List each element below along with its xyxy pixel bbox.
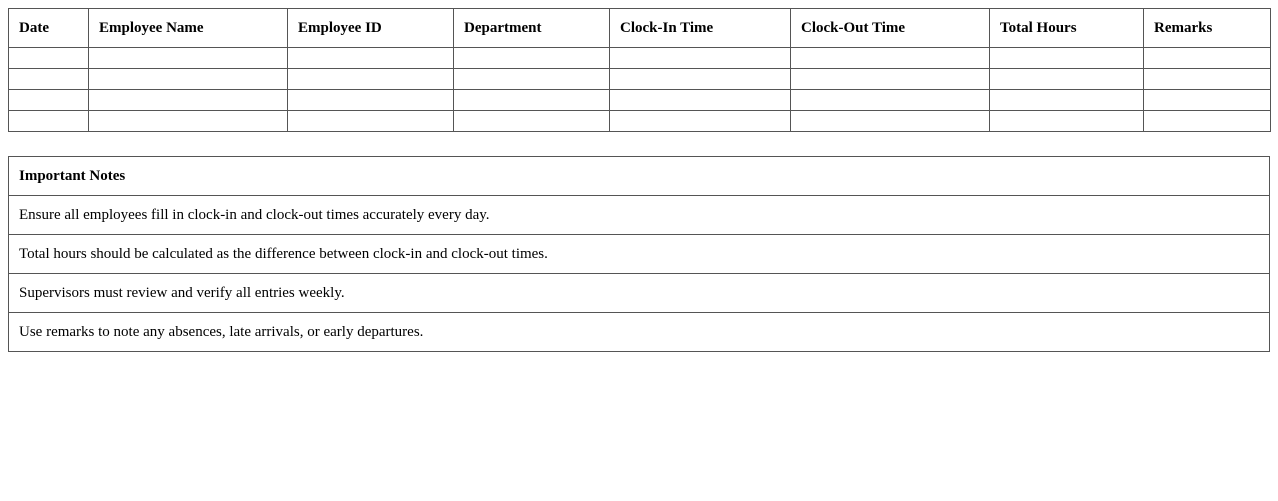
total-hours-cell[interactable] — [990, 69, 1144, 90]
table-row — [9, 111, 1271, 132]
total-hours-cell[interactable] — [990, 111, 1144, 132]
clock-in-time-cell[interactable] — [610, 69, 791, 90]
employee-id-cell[interactable] — [288, 48, 454, 69]
remarks-cell[interactable] — [1144, 69, 1271, 90]
department-cell[interactable] — [454, 48, 610, 69]
column-header-total-hours: Total Hours — [990, 9, 1144, 48]
clock-in-time-cell[interactable] — [610, 90, 791, 111]
employee-id-cell[interactable] — [288, 90, 454, 111]
remarks-cell[interactable] — [1144, 111, 1271, 132]
column-header-department: Department — [454, 9, 610, 48]
department-cell[interactable] — [454, 90, 610, 111]
date-cell[interactable] — [9, 90, 89, 111]
note-row — [9, 196, 1270, 235]
table-row — [9, 90, 1271, 111]
clock-out-time-cell[interactable] — [791, 48, 990, 69]
column-header-date: Date — [9, 9, 89, 48]
employee-name-cell[interactable] — [89, 69, 288, 90]
clock-in-time-cell[interactable] — [610, 48, 791, 69]
date-cell[interactable] — [9, 48, 89, 69]
clock-out-time-cell[interactable] — [791, 111, 990, 132]
column-header-clock-out-time: Clock-Out Time — [791, 9, 990, 48]
total-hours-cell[interactable] — [990, 90, 1144, 111]
note-item: Use remarks to note any absences, late arrivals, or early departures. — [9, 313, 1270, 352]
table-row — [9, 69, 1271, 90]
column-header-employee-name: Employee Name — [89, 9, 288, 48]
header-row — [9, 9, 1271, 48]
department-cell[interactable] — [454, 69, 610, 90]
remarks-cell[interactable] — [1144, 48, 1271, 69]
attendance-log-table — [8, 8, 1271, 132]
date-cell[interactable] — [9, 111, 89, 132]
notes-header-row — [9, 157, 1270, 196]
notes-title: Important Notes — [9, 157, 1270, 196]
note-item: Ensure all employees fill in clock-in and clock-out times accurately every day. — [9, 196, 1270, 235]
clock-out-time-cell[interactable] — [791, 69, 990, 90]
note-item: Supervisors must review and verify all entries weekly. — [9, 274, 1270, 313]
employee-id-cell[interactable] — [288, 111, 454, 132]
note-row — [9, 313, 1270, 352]
note-item: Total hours should be calculated as the difference between clock-in and clock-out times. — [9, 235, 1270, 274]
total-hours-cell[interactable] — [990, 48, 1144, 69]
note-row — [9, 235, 1270, 274]
date-cell[interactable] — [9, 69, 89, 90]
clock-in-time-cell[interactable] — [610, 111, 791, 132]
column-header-employee-id: Employee ID — [288, 9, 454, 48]
note-row — [9, 274, 1270, 313]
clock-out-time-cell[interactable] — [791, 90, 990, 111]
column-header-clock-in-time: Clock-In Time — [610, 9, 791, 48]
employee-name-cell[interactable] — [89, 111, 288, 132]
employee-name-cell[interactable] — [89, 90, 288, 111]
employee-id-cell[interactable] — [288, 69, 454, 90]
important-notes-table — [8, 156, 1270, 352]
employee-name-cell[interactable] — [89, 48, 288, 69]
remarks-cell[interactable] — [1144, 90, 1271, 111]
department-cell[interactable] — [454, 111, 610, 132]
column-header-remarks: Remarks — [1144, 9, 1271, 48]
table-row — [9, 48, 1271, 69]
